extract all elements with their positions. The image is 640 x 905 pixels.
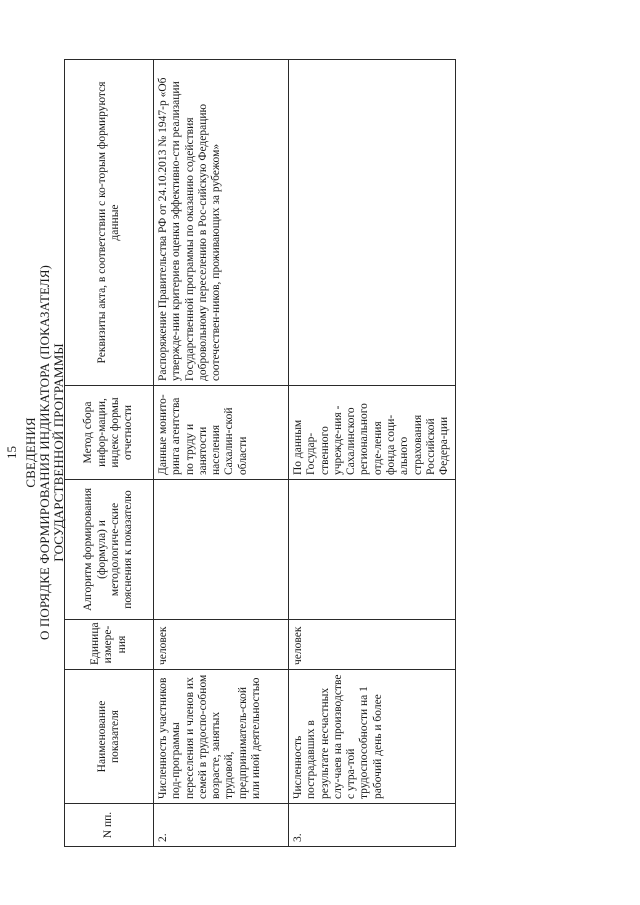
- header-name: Наименование показателя: [65, 670, 154, 804]
- header-method: Метод сбора инфор-мации, индекс формы отчетности: [65, 386, 154, 480]
- table-row: [154, 60, 289, 847]
- header-unit: Единица измере-ния: [65, 620, 154, 670]
- title-line-1: СВЕДЕНИЯ: [23, 417, 38, 488]
- cell-unit: человек: [289, 620, 456, 670]
- title-line-3: ГОСУДАРСТВЕННОЙ ПРОГРАММЫ: [51, 343, 66, 562]
- document-title: [24, 0, 66, 905]
- header-requisites: Реквизиты акта, в соответствии с ко-торым формируются данные: [65, 60, 154, 386]
- table-header-row: [65, 60, 154, 847]
- header-num: N пп.: [65, 804, 154, 847]
- cell-algorithm: [289, 480, 456, 620]
- cell-name: Численность пострадавших в результате несчастных слу-чаев на производстве с утра-той трудоспособности на 1 рабочий день и более: [289, 670, 456, 804]
- header-algorithm: Алгоритм формирования (формула) и методологиче-ские пояснения к показателю: [65, 480, 154, 620]
- cell-method: По данным Государ-ственного учрежде-ния - Сахалинского регионального отде-ления фонда соци-ального страхования Российской Федера-ции: [289, 386, 456, 480]
- cell-requisites: Распоряжение Правительства РФ от 24.10.2013 № 1947-р «Об утвержде-нии критериев оценки эффективно-сти реализации Государственной программы по оказанию содействия добровольному переселению в Рос-сийскую Федерацию соотечествен-ников, проживающих за рубежом»: [154, 60, 289, 386]
- cell-num: 2.: [154, 804, 289, 847]
- table-row: [289, 60, 456, 847]
- page-number: 15: [4, 446, 19, 459]
- cell-unit: человек: [154, 620, 289, 670]
- cell-method: Данные монито-ринга агентства по труду и занятости населения Сахалин-ской области: [154, 386, 289, 480]
- indicator-table: [64, 59, 456, 847]
- cell-name: Численность участников под-программы переселения и членов их семей в трудоспо-собном возрасте, занятых трудовой, предприниматель-ской или иной деятельностью: [154, 670, 289, 804]
- title-line-2: О ПОРЯДКЕ ФОРМИРОВАНИЯ ИНДИКАТОРА (ПОКАЗАТЕЛЯ): [37, 265, 52, 640]
- cell-algorithm: [154, 480, 289, 620]
- cell-requisites: [289, 60, 456, 386]
- cell-num: 3.: [289, 804, 456, 847]
